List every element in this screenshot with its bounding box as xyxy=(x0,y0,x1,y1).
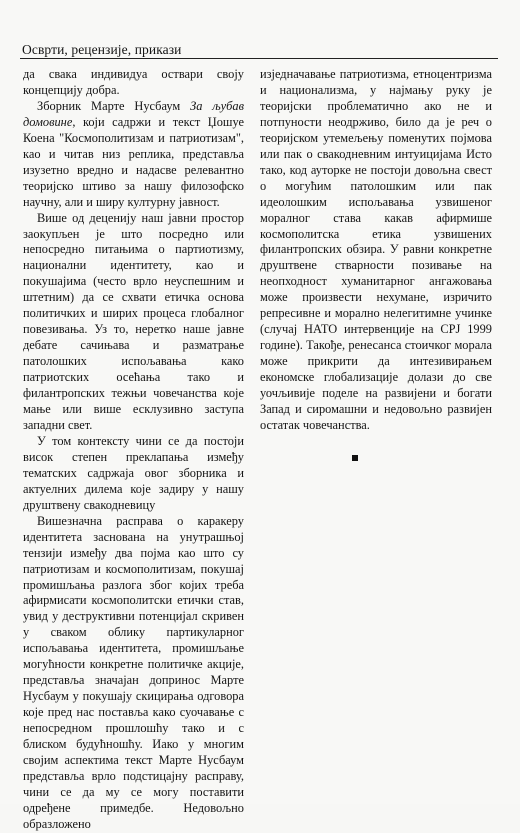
text-span: Зборник Марте Нусбаум xyxy=(37,98,191,113)
book-title: За љубав домовине xyxy=(23,98,244,129)
paragraph: да свака индивидуа оствари своју концепцију добра. xyxy=(23,67,244,97)
end-of-article-mark xyxy=(352,455,358,461)
paragraph: Више од деценију наш јавни простор заокупљен је што посредно или непосредно питањима о партиотизму, национални идентитету, као и покушајима (често врло неуспешним и штетним) да се схвати етичка основа политичких и ширих процеса глобалног повезивања. Уз то, неретко наше јавне дебате сачињава и размaтрање патолошких испољавања како патриотских осећања тако и филантропских тежњи човечанства које мање или више есклузивно заступа западни свет. xyxy=(23,210,244,432)
paragraph: У том контексту чини се да постоји висок степен преклапања између тематских садржаја овог зборника и актуелних дилема које задиру у нашу друштвену свакодневицу xyxy=(23,433,244,512)
text-span: , који садржи и текст Џошуе Коена "Космополитизам и патриотизам", као и читав низ реплика, представља изузетно вредно и надасве релевантно теоријско штиво за нашу филозофско научну, али и ширу културну јавност. xyxy=(23,114,244,209)
paragraph: Вишезначна расправа о каракеру идентитета заснована на унутрашњој тензији између два појма као што су патриотизам и космополитизам, покушај промишљања разлога због којих треба афирмисати космополитски етички став, увид у деструктивни потенцијал скривен у сваком облику партикуларног испољавања идентитета, промишљање могућности конкретне политичке акције, представља значајан допринос Марте Нусбаум у покушају скицирања одговора које пред нас поставља како суочавање с непосредном прошлошћу тако и с блиском будућношћу. Иако у многим својим аспектима текст Марте Нусбаум представља врло подстицајну расправу, чини се да му се могу поставити одређене примедбе. Недовољно образложено xyxy=(23,513,244,831)
right-column xyxy=(260,67,492,434)
paragraph xyxy=(23,99,244,211)
header-rule xyxy=(20,58,498,59)
running-header: Осврти, рецензије, прикази xyxy=(22,42,182,57)
paragraph: изједначавање патриотизма, етноцентризма и национализма, у најмању руку је теоријски проблематично ако не и потпуности неодрживо, било да је реч о теоријском утемељењу поменутих појмова или пак о свакодневним интуицијама Исто тако, код ауторке не постоји довољна свест о могућим патолошким или пак идеолошким испољавања узвишеног моралног става какав афирмише космополитска етика узвишених филантропских обзира. У равни конкретне друштвене стварности позивање на неопходност хуманитарног ангажовања може произвести нехумане, изричито репресивне и морално нелегитимне учинке (случај НАТО интервенције на СРЈ 1999 године). Такође, ренесанса стоичког морала може прикрити да интезивирањем економске глобализације долази до све уочљивије поделе на развијени и богати Запад и сиромашни и недовољно развијен остатак човечанства. xyxy=(260,67,492,432)
left-column xyxy=(23,67,244,833)
